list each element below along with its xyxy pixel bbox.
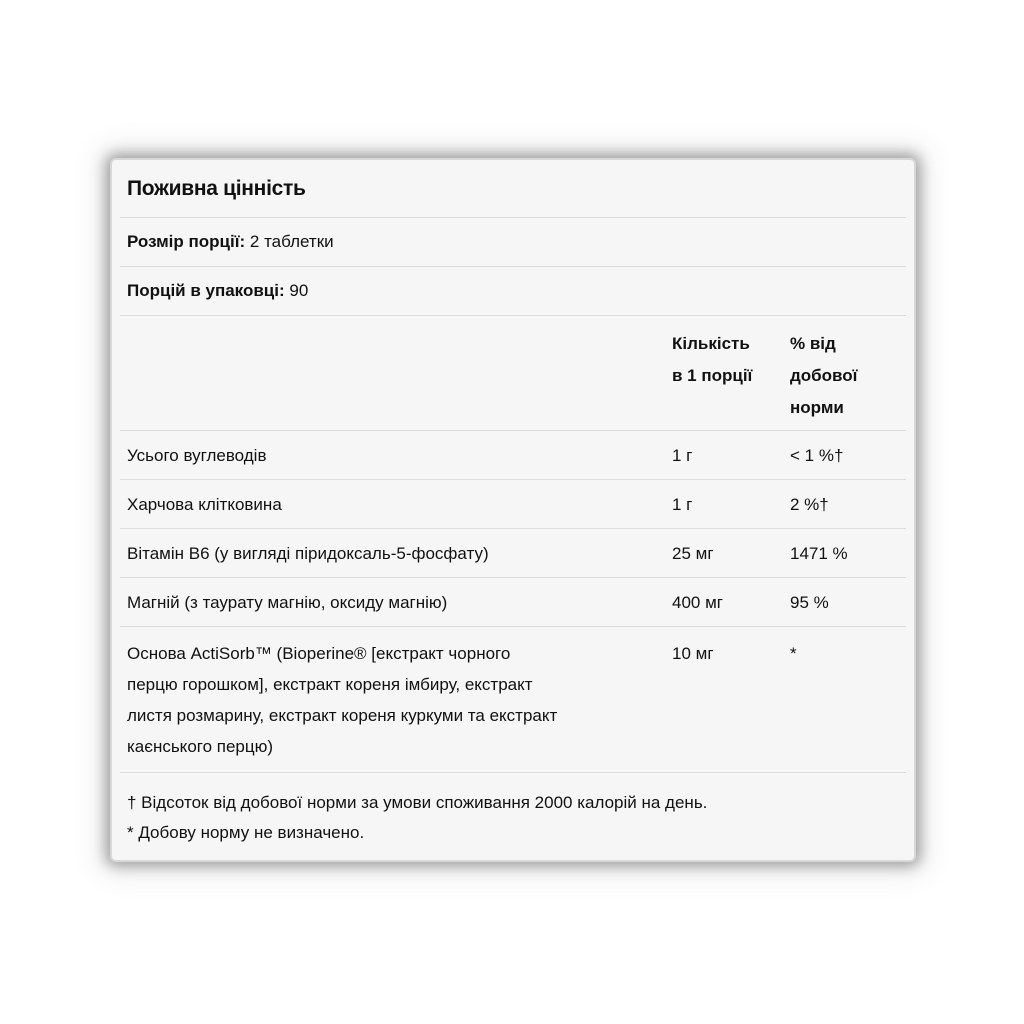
footnote-not-established: * Добову норму не визначено. bbox=[127, 823, 365, 842]
header-daily-value-line: норми bbox=[790, 398, 844, 417]
nutrient-amount: 400 мг bbox=[672, 592, 723, 612]
title-row bbox=[120, 160, 906, 218]
footnotes bbox=[127, 788, 707, 848]
nutrient-name-line: листя розмарину, екстракт кореня куркуми та екстракт bbox=[127, 706, 558, 725]
nutrient-amount: 25 мг bbox=[672, 543, 714, 563]
header-daily-value bbox=[790, 328, 906, 424]
servings-per-container-row bbox=[120, 267, 906, 316]
nutrient-name: Харчова клітковина bbox=[127, 494, 282, 514]
nutrient-amount: 1 г bbox=[672, 445, 693, 465]
nutrition-facts-panel bbox=[112, 160, 914, 860]
table-row bbox=[120, 578, 906, 627]
nutrient-daily-value: < 1 %† bbox=[790, 445, 844, 465]
nutrient-name: Усього вуглеводів bbox=[127, 445, 267, 465]
nutrient-name: Вітамін B6 (у вигляді піридоксаль-5-фосфату) bbox=[127, 543, 489, 563]
header-daily-value-line: % від bbox=[790, 334, 836, 353]
header-amount-line: Кількість bbox=[672, 334, 750, 353]
header-amount bbox=[672, 328, 790, 392]
serving-size-label: Розмір порції: bbox=[127, 232, 246, 251]
nutrient-name-line: перцю горошком], екстракт кореня імбиру, екстракт bbox=[127, 675, 533, 694]
nutrient-name-line: каєнського перцю) bbox=[127, 737, 274, 756]
table-row bbox=[120, 480, 906, 529]
nutrient-name bbox=[120, 638, 672, 762]
nutrient-daily-value: 1471 % bbox=[790, 543, 848, 563]
column-header-row bbox=[120, 316, 906, 431]
nutrient-amount: 10 мг bbox=[672, 644, 714, 663]
header-daily-value-line: добової bbox=[790, 366, 858, 385]
nutrition-table bbox=[120, 160, 906, 773]
serving-size-row bbox=[120, 218, 906, 267]
footnote-daily-value: † Відсоток від добової норми за умови споживання 2000 калорій на день. bbox=[127, 793, 708, 812]
serving-size-value: 2 таблетки bbox=[245, 232, 334, 251]
header-amount-line: в 1 порції bbox=[672, 366, 753, 385]
nutrient-daily-value: * bbox=[790, 644, 797, 663]
table-row bbox=[120, 431, 906, 480]
nutrient-daily-value: 95 % bbox=[790, 592, 829, 612]
nutrient-name-line: Основа ActiSorb™ (Bioperine® [екстракт чорного bbox=[127, 644, 511, 663]
table-row bbox=[120, 627, 906, 773]
servings-per-container bbox=[120, 281, 308, 301]
nutrient-daily-value: 2 %† bbox=[790, 494, 829, 514]
servings-per-container-value: 90 bbox=[284, 281, 309, 300]
serving-size bbox=[120, 232, 334, 252]
table-row bbox=[120, 529, 906, 578]
panel-title: Поживна цінність bbox=[127, 176, 306, 200]
nutrient-name: Магній (з таурату магнію, оксиду магнію) bbox=[127, 592, 448, 612]
servings-per-container-label: Порцій в упаковці: bbox=[127, 281, 285, 300]
nutrient-amount: 1 г bbox=[672, 494, 693, 514]
